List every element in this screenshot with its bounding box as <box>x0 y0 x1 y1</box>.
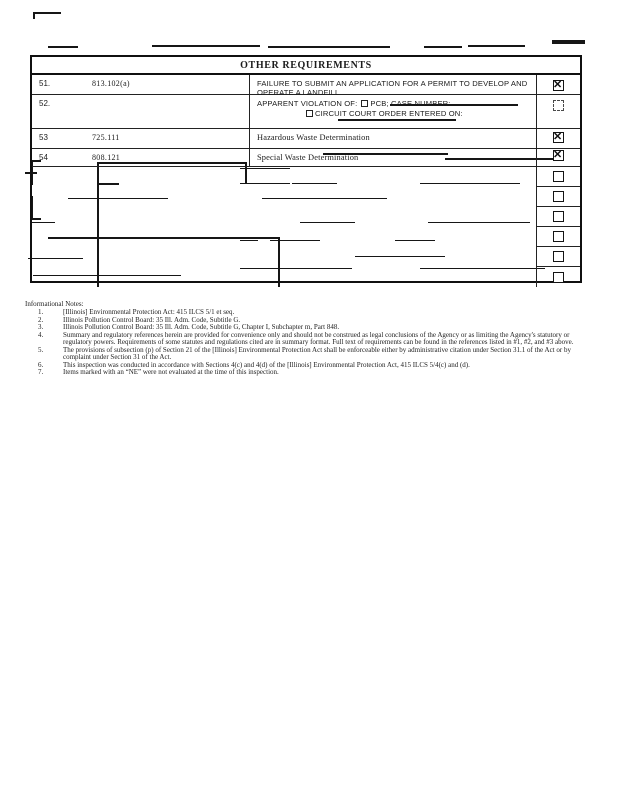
row-description <box>249 95 536 128</box>
table-title <box>32 57 580 75</box>
row-number: 54 <box>39 153 48 162</box>
note-number: 1. <box>38 308 44 316</box>
note-item-4 <box>25 332 593 347</box>
checkbox-blank-4 <box>553 231 564 242</box>
table-row-52 <box>32 95 580 129</box>
scan-artifact-line <box>468 45 525 47</box>
note-text: Summary and regulatory references herein are provided for convenience only and should not be construed as legal conclusions of the Agency or as limiting the Agency's statutory or regulatory powers. Requirements of some statutes and regulations cited are in summary format. Full text of requirements can be found in the references listed in #1, #2, and #3 above. <box>63 330 574 346</box>
circuit-court-checkbox-icon <box>306 110 313 117</box>
notes-heading: Informational Notes: <box>25 300 84 308</box>
note-text: Illinois Pollution Control Board: 35 Ill. Adm. Code, Subtitle G, Chapter I, Subchapter m, Part 848. <box>63 323 340 331</box>
row-number: 52. <box>39 99 51 108</box>
checkbox-blank-1 <box>553 171 564 182</box>
note-text: Illinois Pollution Control Board: 35 Ill. Adm. Code, Subtitle G. <box>63 315 241 324</box>
blank-rows-section <box>32 167 580 287</box>
scan-artifact-line <box>33 12 61 14</box>
scan-artifact-line <box>152 45 260 47</box>
row-number: 51. <box>39 79 51 88</box>
note-text: Items marked with an “NE” were not evaluated at the time of this inspection. <box>63 368 279 376</box>
row-citation: 813.102(a) <box>92 79 130 88</box>
note-number: 7. <box>38 368 44 376</box>
table-title-text: OTHER REQUIREMENTS <box>240 59 372 71</box>
checkbox-row-54 <box>553 150 564 161</box>
blank-rows-body <box>32 167 536 287</box>
row-description: Hazardous Waste Determination <box>249 129 536 148</box>
checkbox-row-51 <box>553 80 564 91</box>
note-number: 3. <box>38 323 44 331</box>
row-citation: 725.111 <box>92 133 120 142</box>
table-row-51 <box>32 75 580 95</box>
row-description: FAILURE TO SUBMIT AN APPLICATION FOR A PERMIT TO DEVELOP AND OPERATE A LANDFILL <box>249 75 536 94</box>
note-text: The provisions of subsection (p) of Section 21 of the [Illinois] Environmental Protection Act shall be enforceable either by administrative citation under Section 31.1 of the Act or by complaint under Section 31 of the Act. <box>63 345 571 361</box>
table-row-54 <box>32 149 580 167</box>
note-item-5 <box>25 347 593 362</box>
row-description: Special Waste Determination <box>249 149 536 166</box>
scan-artifact-line <box>268 46 390 48</box>
row-citation <box>62 95 249 128</box>
note-text: [Illinois] Environmental Protection Act: 415 ILCS 5/1 et seq. <box>63 308 235 316</box>
informational-notes <box>25 301 593 377</box>
circuit-court-order-label: CIRCUIT COURT ORDER ENTERED ON: <box>315 109 463 118</box>
table-row-53 <box>32 129 580 149</box>
row-number: 53 <box>39 133 48 142</box>
note-number: 2. <box>38 315 44 324</box>
checkbox-blank-5 <box>553 251 564 262</box>
checkbox-row-52 <box>553 100 564 111</box>
apparent-violation-label: APPARENT VIOLATION OF: <box>257 99 358 108</box>
checkbox-blank-3 <box>553 211 564 222</box>
blank-checkbox-column <box>536 167 580 287</box>
pcb-case-number-label: PCB; CASE NUMBER: <box>370 99 451 108</box>
checkbox-blank-6 <box>553 272 564 283</box>
checkbox-blank-2 <box>553 191 564 202</box>
pcb-checkbox-icon <box>361 100 368 107</box>
scan-artifact-line <box>48 46 78 48</box>
row-citation: 808.121 <box>92 153 121 162</box>
scan-artifact-line <box>424 46 462 48</box>
other-requirements-table <box>30 55 582 283</box>
note-text: This inspection was conducted in accordance with Sections 4(c) and 4(d) of the [Illinois] Environmental Protection Act, 415 ILCS 5/4(c) and (d). <box>63 360 470 369</box>
note-number: 4. <box>38 330 44 339</box>
note-number: 5. <box>38 345 44 354</box>
scan-artifact-line <box>33 12 35 19</box>
note-item-7 <box>25 369 593 377</box>
checkbox-row-53 <box>553 132 564 143</box>
note-number: 6. <box>38 360 44 369</box>
scan-artifact-line <box>552 40 585 44</box>
